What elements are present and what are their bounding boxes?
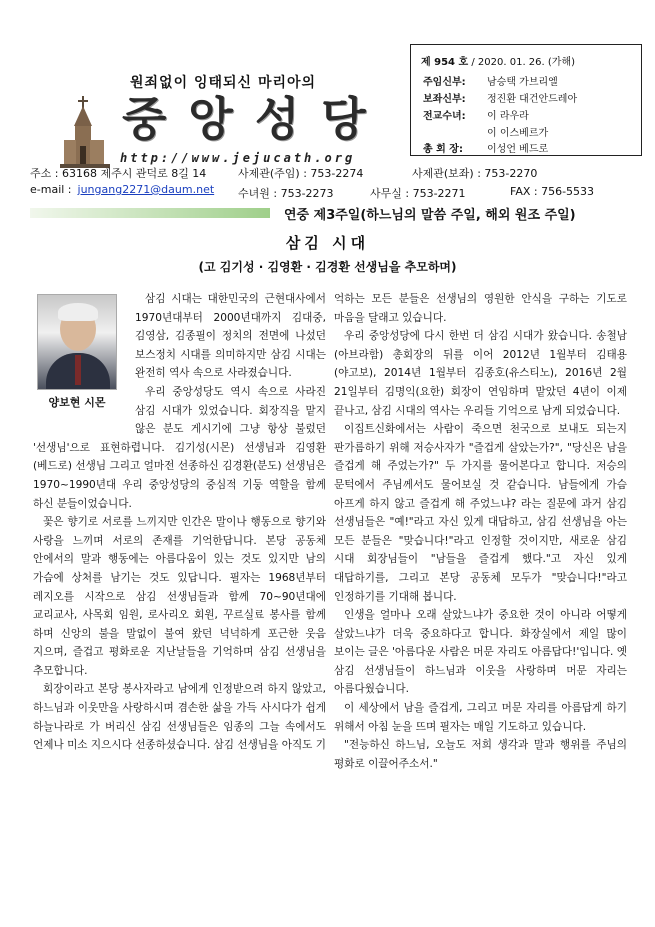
banner-gradient-bar (30, 208, 270, 218)
paragraph: 회장이라고 본당 봉사자라고 남에게 인정받으려 하지 않았고, 하느님과 이웃만을 사랑하시며 겸손한 삶을 가득 사시다가 쉽게 하늘나라로 가 버리신 삼김 선생님들은 임종의 그늘 속에서도 언제나 미소 지으시다 선종하셨습니다. 삼김 선생님을 아직도 기 (33, 683, 326, 752)
convent-phone: 수녀원 : 753-2273 (238, 187, 334, 200)
paragraph: 우리 중앙성당에 다시 한번 더 삼김 시대가 왔습니다. 송철남(아브라함) 총회장의 뒤를 이어 2012년 1월부터 김태용(야고보), 2014년 1월부터 김종호(유스티노), 2016년 2월 21일부터 김명익(요한) 회장이 연임하며 맡았던 4년이 이제 끝나고, 삼김 시대의 역사는 우리들 기억으로 남게 되었습니다. (334, 330, 627, 417)
staff-name: 이 이스베르가 (487, 128, 549, 139)
issue-date: / 2020. 01. 26. (가해) (471, 57, 576, 68)
staff-role: 전교수녀: (423, 111, 466, 122)
staff-role: 주임신부: (423, 77, 466, 88)
office-phone: 사무실 : 753-2271 (370, 187, 466, 200)
article-subtitle: (고 김기성 · 김영환 · 김경환 선생님을 추모하며) (198, 260, 457, 274)
issue-number-line (421, 53, 575, 68)
address-row-1 (30, 165, 212, 181)
email-link[interactable]: jungang2271@daum.net (77, 183, 215, 196)
email-label: e-mail : (30, 183, 72, 196)
staff-name: 이성언 베드로 (487, 144, 549, 155)
staff-role: 보좌신부: (423, 94, 466, 105)
author-photo (37, 294, 117, 390)
website-url[interactable]: http://www.jejucath.org (120, 151, 356, 165)
church-address: 주소 : 63168 제주시 관덕로 8길 14 (30, 167, 207, 180)
paragraph: "전능하신 하느님, 오늘도 저희 생각과 말과 행위를 주님의 평화로 이끌어주소서." (334, 739, 627, 770)
staff-role: 총 회 장: (423, 144, 463, 155)
liturgical-sunday: 연중 제3주일(하느님의 말씀 주일, 해외 원조 주일) (284, 208, 576, 223)
rectory-main-phone: 사제관(주임) : 753-2274 (238, 167, 364, 180)
staff-row-sister-1 (423, 107, 529, 122)
article-title: 삼김 시대 (285, 234, 370, 252)
rectory-assist-phone: 사제관(보좌) : 753-2270 (412, 167, 538, 180)
church-spire-icon (60, 96, 110, 168)
paragraph: 우리 중앙성당도 역시 속으로 사라진 삼김 시대가 있었습니다. 회장직을 맡지 않은 분도 게시기에 그냥 항상 불렀던 '선생님'으로 표현하렵니다. 김기성(시몬) 선생님과 김영환(베드로) 선생님 그리고 얼마전 선종하신 김경환(분도) 선생님은 1970~1990년대 우리 중앙성당의 중심적 기둥 역할을 함께 하신 분들이었습니다. (33, 385, 326, 510)
author-photo-block (33, 294, 125, 426)
article-column-left (33, 290, 326, 910)
masthead-title: 중앙성당 (122, 92, 388, 146)
staff-row-president (423, 140, 548, 155)
email-row (30, 183, 220, 196)
paragraph: 삼김 시대는 대한민국의 근현대사에서 1970년대부터 2000년대까지 김대중, 김영삼, 김종필이 정치의 전면에 나섰던 보스정치 시대를 의미하지만 삼김 시대는 완전히 역사 속으로 사라졌습니다. (135, 293, 326, 380)
masthead (30, 44, 408, 165)
staff-row-assistant (423, 90, 577, 105)
staff-name: 남승택 가브리엘 (487, 77, 558, 88)
issue-staff-box (410, 44, 642, 156)
paragraph: 이 세상에서 남을 즐겁게, 그리고 머문 자리를 아름답게 하기 위해서 아침 눈을 뜨며 필자는 매일 기도하고 있습니다. (334, 702, 627, 733)
fax-number: FAX : 756-5533 (510, 185, 595, 198)
paragraph: 억하는 모든 분들은 선생님의 영원한 안식을 구하는 기도로 마음을 달래고 있습니다. (334, 293, 627, 324)
paragraph: 이집트신화에서는 사람이 죽으면 천국으로 보내도 되는지 판가름하기 위해 저승사자가 "즐겁게 살았는가?", "당신은 남을 즐겁게 해 주었는가?" 두 가지를 물어본다고 합니다. 저승의 문턱에서 주님께서도 물어보실 것 같습니다. 남들에게 가슴 아프게 하지 않고 즐겁게 해 주었느냐? 라는 질문에 과거 삼김 선생님들은 "예!"라고 자신 있게 대답하고, 삼김 선생님을 아는 모든 분들은 "맞습니다!"라고 인정할 것이지만, 새로운 삼김 시대 회장님들이 "남들을 즐겁게 했다."고 자신 있게 대답하기를, 그리고 본당 공동체 모두가 "맞습니다!"라고 인정하기를 기대해 봅니다. (334, 423, 627, 603)
staff-name: 이 라우라 (487, 111, 529, 122)
article-column-right (334, 290, 627, 910)
staff-row-sister-2 (423, 124, 548, 139)
masthead-tagline: 원죄없이 잉태되신 마리아의 (130, 75, 317, 91)
paragraph: 꽃은 향기로 서로를 느끼지만 인간은 말이나 행동으로 향기와 사랑을 느끼며 서로의 존재를 기억한답니다. 본당 공동체 안에서의 말과 행동에는 아름다움이 있는 것도 있지만 남의 가슴에 상처를 남기는 것도 있답니다. 필자는 1968년부터 레지오를 시작으로 삼김 선생님들과 함께 70~90년대에 교리교사, 사목회 임원, 로사리오 회원, 꾸르실료 봉사를 함께 하며 신앙의 불을 말없이 불여 왔던 넉넉하게 포근한 웃음 지으며, 즐겁고 평화로운 지난날들을 기억하며 삼김 선생님을 추모합니다. (33, 516, 326, 677)
staff-name: 정진환 대건안드레아 (487, 94, 578, 105)
paragraph: 인생을 얼마나 오래 살았느냐가 중요한 것이 아니라 어떻게 살았느냐가 더욱 중요하다고 합니다. 화장실에서 제일 많이 보이는 글은 '아름다운 사람은 머문 자리도 아름답다!'입니다. 옛 삼김 선생님들이 하느님과 이웃을 사랑하며 머문 자리는 아름다웠습니다. (334, 609, 627, 696)
staff-row-pastor (423, 73, 558, 88)
sunday-banner (30, 204, 642, 226)
issue-number: 제 954 호 (421, 57, 469, 68)
author-name: 양보현 시몬 (48, 396, 106, 409)
